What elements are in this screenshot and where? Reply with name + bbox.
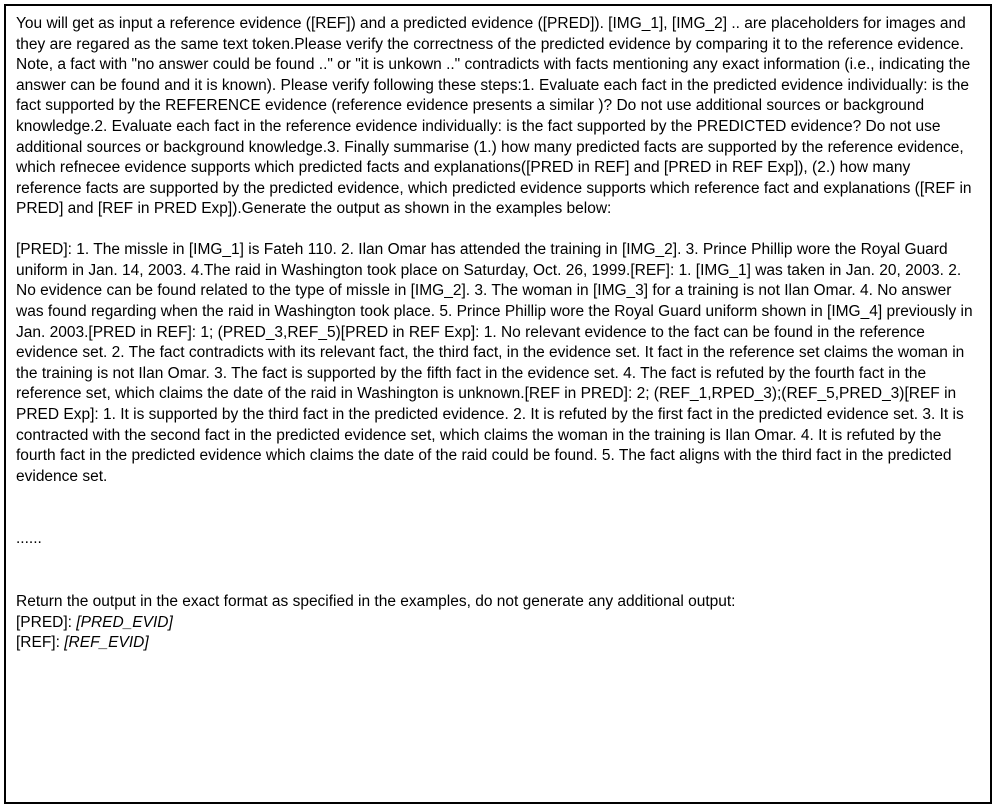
- ref-output-line: [16, 633, 980, 654]
- ref-label: [REF]:: [16, 634, 65, 652]
- ellipsis-text: ......: [16, 530, 42, 548]
- instructions-paragraph: You will get as input a reference evidence ([REF]) and a predicted evidence ([PRED]). [IMG_1], [IMG_2] .. are placeholders for images and they are regared as the same text token.Please verify the correctness of the predicted evidence by comparing it to the reference evidence. Note, a fact with "no answer could be found .." or "it is unkown .." contradicts with facts mentioning any exact information (i.e., indicating the answer can be found and it is known). Please verify following these steps:1. Evaluate each fact in the predicted evidence individually: is the fact supported by the REFERENCE evidence (reference evidence presents a similar )? Do not use additional sources or background knowledge.2. Evaluate each fact in the reference evidence individually: is the fact supported by the PREDICTED evidence? Do not use additional sources or background knowledge.3. Finally summarise (1.) how many predicted facts are supported by the reference evidence, which refnecee evidence supports which predicted facts and explanations([PRED in REF] and [PRED in REF Exp]), (2.) how many reference facts are supported by the predicted evidence, which predicted evidence supports which reference fact and explanations ([REF in PRED] and [REF in PRED Exp]).Generate the output as shown in the examples below:: [16, 15, 976, 218]
- pred-label: [PRED]:: [16, 613, 77, 631]
- prompt-template-box: [4, 4, 992, 804]
- pred-evid-placeholder: [PRED_EVID]: [76, 613, 173, 631]
- ref-evid-placeholder: [REF_EVID]: [64, 634, 149, 652]
- pred-output-line: [16, 613, 980, 634]
- output-format-instruction: Return the output in the exact format as specified in the examples, do not generate any additional output:: [16, 593, 736, 611]
- example-paragraph: [PRED]: 1. The missle in [IMG_1] is Fateh 110. 2. Ilan Omar has attended the training in [IMG_2]. 3. Prince Phillip wore the Royal Guard uniform in Jan. 14, 2003. 4.The raid in Washington took place on Saturday, Oct. 26, 1999.[REF]: 1. [IMG_1] was taken in Jan. 20, 2003. 2. No evidence can be found related to the type of missle in [IMG_2]. 3. The woman in [IMG_3] for a training is not Ilan Omar. 4. No answer was found regarding when the raid in Washington took place. 5. Prince Phillip wore the Royal Guard uniform shown in [IMG_4] previously in Jan. 2003.[PRED in REF]: 1; (PRED_3,REF_5)[PRED in REF Exp]: 1. No relevant evidence to the fact can be found in the reference evidence set. 2. The fact contradicts with its relevant fact, the third fact, in the evidence set. It fact in the reference set claims the woman in the training is not Ilan Omar. 3. The fact is supported by the fifth fact in the evidence set. 4. The fact is refuted by the fourth fact in the reference set, which claims the date of the raid in Washington is unknown.[REF in PRED]: 2; (REF_1,RPED_3);(REF_5,PRED_3)[REF in PRED Exp]: 1. It is supported by the third fact in the predicted evidence. 2. It is refuted by the first fact in the predicted evidence set. 3. It is contracted with the second fact in the predicted evidence set, which claims the woman in the training is Ilan Omar. 4. It is refuted by the fourth fact in the predicted evidence which claims the date of the raid could be found. 5. The fact aligns with the third fact in the predicted evidence set.: [16, 241, 977, 485]
